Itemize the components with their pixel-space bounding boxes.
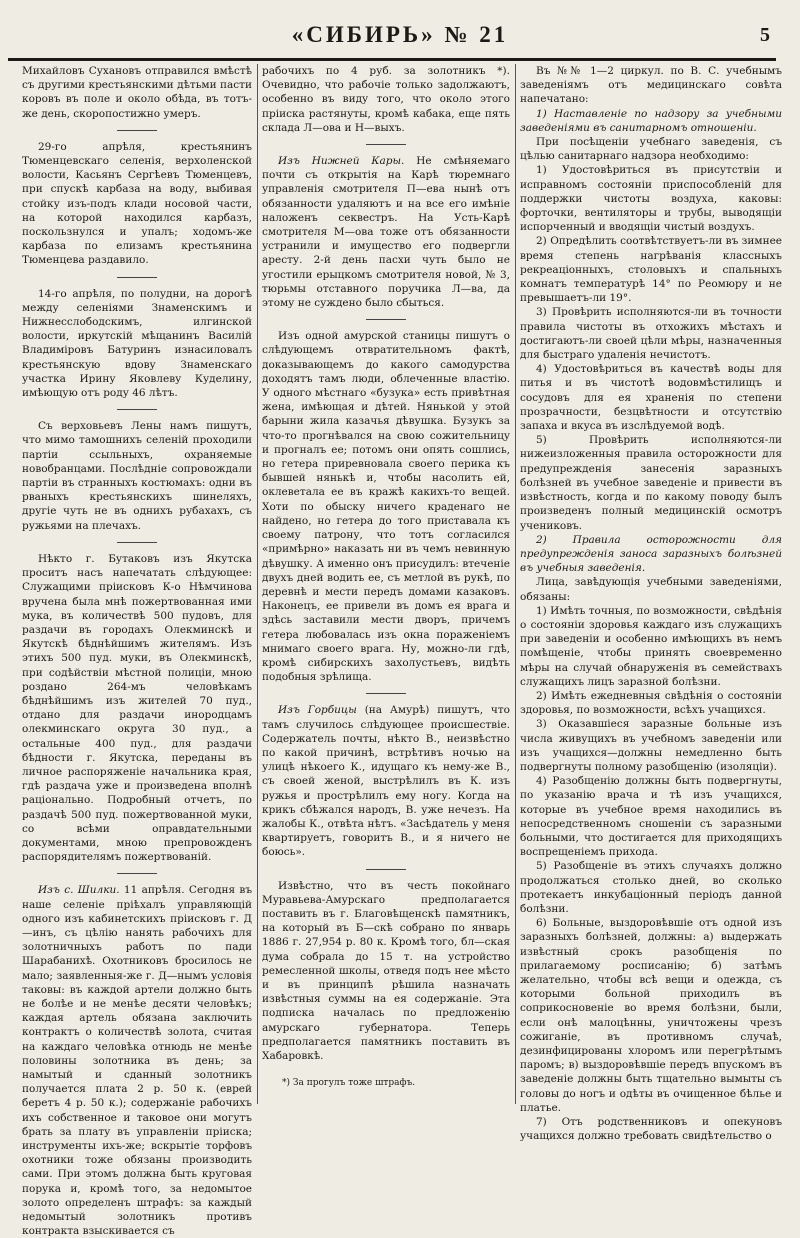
separator [366,693,406,694]
article-paragraph: При посѣщеніи учебнаго заведенія, съ цѣлью санитарнаго надзора необходимо: [520,136,782,163]
column-3 [520,64,782,1143]
separator [117,873,157,874]
article-text: Не смѣняемаго почти съ открытія на Карѣ тюремнаго управленія смотрителя П—ева нынѣ отъ обязанности удаляютъ и на все его имѣніе наложенъ секвестръ. На Усть-Карѣ смотрителя М—ова тоже отъ обязанности устранили и имущество его подвергли аресту. 2-й день пасхи чуть было не угостили ерыцкомъ смотрителя новой, № 3, тюрьмы отставного поручика Л—ва, да этому не суждено было сбыться. [262,155,510,310]
article-paragraph [22,883,252,1238]
list-item: 2) Имѣть ежедневныя свѣдѣнія о состояніи здоровья, по возможности, всѣхъ учащихся. [520,689,782,717]
page-number: 5 [760,24,770,46]
article-paragraph [262,154,510,310]
separator [117,409,157,410]
article-paragraph [262,703,510,859]
column-1 [22,64,253,1238]
list-item: 4) Разобщенію должны быть подвергнуты, по указанію врача и тѣ изъ учащихся, которые въ учебное время находились въ непосредственномъ сношеніи съ заразными больными, что достигается для приходящихъ воспрещеніемъ прихода. [520,775,782,859]
list-item: 2) Опредѣлить соотвѣтствуетъ-ли въ зимнее время степень нагрѣванія классныхъ рекреаціонныхъ, столовыхъ и спальныхъ комнатъ температурѣ 14° по Реомюру и не превышаетъ-ли 19°. [520,235,782,305]
article-paragraph: 14-го апрѣля, по полудни, на дорогѣ между селеніями Знаменскимъ и Нижнесслободскимъ, илгинской волости, иркутскій мѣщанинъ Василій Владиміровъ Батуринъ изнасиловалъ крестьянскую вдову Знаменскаго участка Ирину Яковлеву Куделину, имѣющую отъ роду 46 лѣтъ. [22,287,252,400]
separator [117,277,157,278]
article-paragraph: Извѣстно, что въ честь покойнаго Муравьева-Амурскаго предполагается поставить въ г. Благовѣщенскѣ памятникъ, на который въ Б—скѣ собрано по январь 1886 г. 27,954 р. 80 к. Кромѣ того, бл—ская дума собрала до 15 т. на устройство ремесленной школы, отведя подъ нее мѣсто и въ принципѣ рѣшила назначать извѣстныя суммы на ея содержаніе. Эта подписка началась по предложенію амурскаго губернатора. Теперь предполагается памятникъ поставить въ Хабаровкѣ. [262,879,510,1062]
separator [366,319,406,320]
list-item: 5) Провѣрить исполняются-ли нижеизложенныя правила осторожности для предупрежденія занесенія заразныхъ болѣзней въ учебное заведеніе и привести въ извѣстность, когда и по какому поводу былъ произведенъ полный медицинскій осмотръ учениковъ. [520,434,782,532]
section-heading: 1) Наставленіе по надзору за учебными заведеніями въ санитарномъ отношеніи. [520,107,782,134]
list-item: 7) Отъ родственниковъ и опекуновъ учащихся должно требовать свидѣтельство о [520,1116,782,1143]
separator [366,869,406,870]
list-item: 1) Удостовѣриться въ присутствіи и исправномъ состояніи приспособленій для поддержки чистоты воздуха, каковы: форточки, вентиляторы и трубы, выводящіи испорченный и вводящіи чистый воздухъ. [520,164,782,234]
article-paragraph: Изъ одной амурской станицы пишутъ о слѣдующемъ отвратительномъ фактѣ, доказывающемъ до какого самодурства доходятъ тамъ люди, облеченные властію. У одного мѣстнаго «бузука» есть привѣтная жена, имѣющая и дѣтей. Нянькой у этой барыни жила казачья дѣвушка. Бузукъ за что-то прогнѣвался на свою сожительницу и прогналъ ее; потомъ они опять сошлись, но гетера приревновала своего перика къ бывшей нянькѣ и, чтобы насолить ей, оклеветала ее въ кражѣ какихъ-то вещей. Хоти по обыску ничего краденаго не найдено, но гетера до того приставала къ своему патрону, что тотъ согласился «примѣрно» наказать ни въ чемъ невинную дѣвушку. А именно онъ присудилъ: втеченіе двухъ дней водить ее, съ метлой въ рукѣ, по деревнѣ и мести передъ домами казаковъ. Наконецъ, ее привели въ домъ ея врага и здѣсь заставили мести дворъ, причемъ гетера любовалась изъ окна пораженіемъ мнимаго своего врага. Ну, можно-ли гдѣ, кромѣ сибирскихъ захолустьевъ, видѣть подобныя зрѣлища. [262,330,510,684]
header-rule [8,58,776,61]
dateline: Изъ Нижней Кары. [278,155,405,168]
list-item: 1) Имѣть точныя, по возможности, свѣдѣнія о состояніи здоровья каждаго изъ служащихъ при заведеніи и особенно имѣющихъ въ немъ помѣщеніе, чтобы принять своевременно мѣры на случай обнаруженія въ семействахъ служащихъ лицъ заразной болѣзни. [520,604,782,688]
footnote: *) За прогулъ тоже штрафъ. [282,1078,416,1089]
article-paragraph: Михайловъ Сухановъ отправился вмѣстѣ съ другими крестьянскими дѣтьми пасти коровъ въ поле и около обѣда, въ тотъ-же день, скоропостижно умеръ. [22,65,252,120]
list-item: 5) Разобщеніе въ этихъ случаяхъ должно продолжаться столько дней, во сколько протекаетъ инкубаціонный періодъ данной болѣзни. [520,860,782,915]
dateline: Изъ с. Шилки. [38,884,120,897]
article-paragraph: рабочихъ по 4 руб. за золотникъ *). Очевидно, что рабочіе только задолжаютъ, особенно въ виду того, что около этого пріиска растянуты, кромѣ кабака, еще пять склада Л—ова и Н—выхъ. [262,65,510,134]
newspaper-title: «СИБИРЬ» № 21 [291,22,509,47]
separator [366,144,406,145]
article-paragraph: Нѣкто г. Бутаковъ изъ Якутска проситъ насъ напечатать слѣдующее: Служащими пріисковъ К-о Нѣмчинова вручена была мнѣ пожертвованная ими мука, въ количествѣ 500 пудовъ, для раздачи въ городахъ Олекминскѣ и Якутскѣ бѣднѣйшимъ жителямъ. Изъ этихъ 500 пуд. муки, въ Олекминскѣ, при содѣйствіи мѣстной полиціи, мною роздано 264-мъ человѣкамъ бѣднѣйшимъ изъ жителей 70 пуд., отдано для раздачи инородцамъ олекминскаго округа 30 пуд., а остальные 400 пуд., для раздачи бѣдности г. Якутска, переданы въ личное распоряженіе начальника края, гдѣ раздача уже и произведена вполнѣ раціонально. Подробный отчетъ, по раздачѣ 500 пуд. пожертвованной муки, со всѣми оправдательными документами, мною препровожденъ распорядителямъ пожертвованій. [22,552,252,864]
article-text: 11 апрѣля. Сегодня въ наше селеніе пріѣхалъ управляющій одного изъ кабинетскихъ пріисковъ г. Д—инъ, съ цѣлію нанять рабочихъ для золотничныхъ работъ по пади Шарабанихѣ. Охотниковъ бросилось не мало; заявленныя-же г. Д—нымъ условія таковы: въ каждой артели должно быть не болѣе и не менѣе десяти человѣкъ; каждая артель обязана заключить контрактъ о количествѣ золота, считая на каждаго человѣка отнюдь не менѣе половины золотника въ день; за намытый и сданный золотникъ получается плата 2 р. 50 к. (еврей беретъ 4 р. 50 к.); содержаніе рабочихъ ихъ собственное и таковое они могутъ брать за плату въ управленіи пріиска; инструменты ихъ-же; вскрытіе торфовъ охотники тоже обязаны производить сами. При этомъ должна быть круговая порука и, кромѣ того, за недомытое золото определенъ штрафъ: за каждый недомытый золотникъ противъ контракта взыскивается съ [22,884,253,1238]
article-paragraph: 29-го апрѣля, крестьянинъ Тюменцевскаго селенія, верхоленской волости, Касьянъ Сергѣевъ Тюменцевъ, при спускѣ карбаза на воду, выбивая стойку изъ-подъ клади носовой части, на которой находился карбазъ, поскользнулся и упалъ; ходомъ-же карбаза по елизамъ крестьянина Тюменцева раздавило. [22,140,252,267]
article-paragraph: Съ верховьевъ Лены намъ пишутъ, что мимо тамошнихъ селеній проходили партіи ссыльныхъ, охраняемые новобранцами. Послѣдніе сопровождали партіи въ странныхъ костюмахъ: одни въ рваныхъ крестьянскихъ шинеляхъ, другіе чуть не въ однихъ рубахахъ, съ ружьями на плечахъ. [22,420,252,532]
article-paragraph: Въ №№ 1—2 циркул. по В. С. учебнымъ заведеніямъ отъ медицинскаго совѣта напечатано: [520,65,782,106]
list-item: 4) Удостовѣриться въ качествѣ воды для питья и въ чистотѣ водовмѣстилищъ и сосудовъ для ея храненія по степени прозрачности, безцвѣтности и отсутствію запаха и вкуса въ изслѣдуемой водѣ. [520,363,782,433]
list-item: 6) Больные, выздоровѣвшіе отъ одной изъ заразныхъ болѣзней, должны: а) выдержать извѣстный срокъ разобщенія по прилагаемому росписанію; б) затѣмъ желательно, чтобы всѣ вещи и одежда, съ которыми больной приходилъ въ соприкосновеніе во время болѣзни, были, если онѣ малоцѣнны, уничтожены чрезъ сожиганіе, въ противномъ случаѣ, дезинфицированы хлоромъ или перегрѣтымъ паромъ; в) выздоровѣвшіе передъ впускомъ въ заведеніе должны быть тщательно вымыты съ головы до ногъ и одѣты въ очищенное бѣлье и платье. [520,917,782,1114]
dateline: Изъ Горбицы [278,704,357,717]
columns [0,64,800,1238]
column-2 [262,64,510,1109]
article-text: (на Амурѣ) пишутъ, что тамъ случилось слѣдующее происшествіе. Содержатель почты, нѣкто В., неизвѣстно по какой причинѣ, встрѣтивъ ночью на улицѣ нѣкоего К., идущаго къ нему-же В., съ своей женой, выстрѣлилъ въ К. изъ ружья и прострѣлилъ ему ногу. Когда на крикъ сбѣжался народъ, В. уже нечезъ. На жалобы К., отвѣта нѣтъ. «Засѣдатель у меня квартируетъ, говоритъ В., и я ничего не боюсь». [262,704,510,859]
page-header [0,0,800,60]
separator [117,130,157,131]
list-item: 3) Оказавшіеся заразные больные изъ числа живущихъ въ учебномъ заведеніи или изъ учащихся—должны немедленно быть подвергнуты полному разобщенію (изоляціи). [520,718,782,773]
section-heading: 2) Правила осторожности для предупрежденія заноса заразныхъ болѣзней въ учебныя заведенія. [520,533,782,575]
separator [117,542,157,543]
article-paragraph: Лица, завѣдующія учебными заведеніями, обязаны: [520,576,782,603]
list-item: 3) Провѣрить исполняются-ли въ точности правила чистоты въ отхожихъ мѣстахъ и достигаютъ-ли своей цѣли мѣры, назначенныя для быстраго удаленія нечистотъ. [520,306,782,362]
